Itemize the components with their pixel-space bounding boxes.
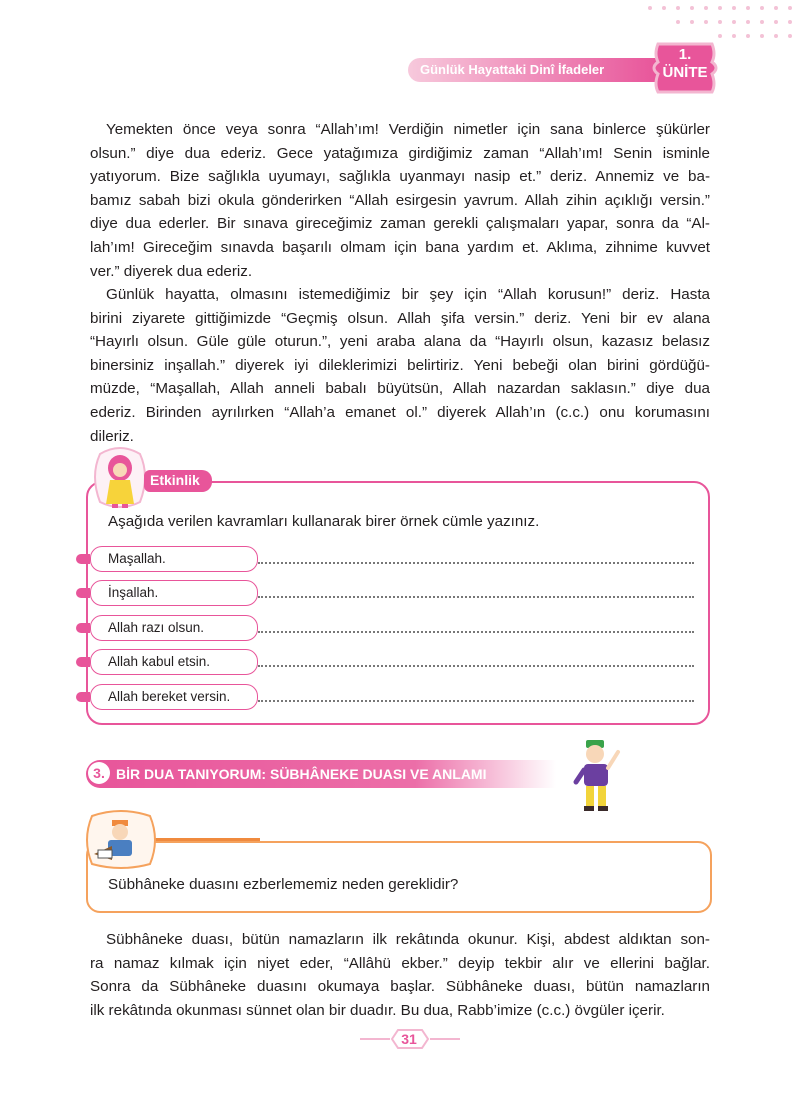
paragraph-line: Sonra da Sübhâneke duasını okumaya başlar. Sübhâneke duası, bütün namazların [90,978,710,996]
item-label: Maşallah. [108,551,166,566]
item-label: İnşallah. [108,585,159,600]
paragraph-line: müzde, “Maşallah, Allah anneli babalı büyütsün, Allah nazardan saklasın.” diye dua [90,380,710,398]
unit-number: 1. [678,46,692,63]
item-tab [76,692,90,702]
paragraph-line: binersiniz inşallah.” diyerek iyi dileklerimizi belirtiriz. Yeni bebeği olan birini gördüğü- [90,356,710,374]
answer-line[interactable] [258,700,694,702]
paragraph-line: Sübhâneke duası, bütün namazların ilk rekâtında okunur. Kişi, abdest aldıktan son- [106,931,710,948]
answer-line[interactable] [258,562,694,564]
paragraph-line: Yemekten önce veya sonra “Allah’ım! Verdiğin nimetler için sana binlerce şükürler [106,121,710,138]
paragraph-line: yatıyorum. Bize sağlıkla uyumayı, sağlıkla uyanmayı nasip et.” deriz. Annemiz ve ba- [90,168,710,186]
paragraph-line: bamız sabah bizi okula gönderirken “Allah esirgesin yavrum. Allah zihin açıklığı versin.” [90,191,710,209]
activity-item [76,546,706,574]
paragraph-3 [90,928,710,1022]
activity-item [76,649,706,677]
paragraph-line: olsun.” diye dua ederiz. Gece yatağımıza girdiğimiz zaman “Allah’ım! Senin isminle [90,144,710,162]
activity-tab-label: Etkinlik [150,472,200,488]
page-number: 31 [401,1031,417,1047]
item-tab [76,554,90,564]
section-number: 3. [88,762,110,784]
answer-line[interactable] [258,665,694,667]
paragraph-line: diye dua ederler. Bir sınava gireceğimiz zaman gerekli çalışmaları yapar, sonra da “Al- [90,215,710,233]
section-title: Günlük Hayattaki Dinî İfadeler [420,62,605,77]
paragraph-line: dileriz. [90,427,134,445]
paragraph-line: ver.” diyerek dua ederiz. [90,262,253,280]
section-heading: BİR DUA TANIYORUM: SÜBHÂNEKE DUASI VE ANLAMI [116,766,487,782]
paragraph-1 [90,118,710,283]
unit-label [650,46,720,82]
paragraph-line: lah’ım! Gireceğim sınavda başarılı olmam için bana yardım et. Aklıma, zihnime kuvvet [90,238,710,256]
activity-instruction: Aşağıda verilen kavramları kullanarak birer örnek cümle yazınız. [108,513,540,530]
paragraph-line: ilk rekâtında okunması sünnet olan bir duadır. Bu dua, Rabb’imize (c.c.) övgüler içerir. [90,1001,665,1019]
activity-item [76,580,706,608]
paragraph-2 [90,283,710,448]
question-text: Sübhâneke duasını ezberlememiz neden gereklidir? [108,876,459,893]
question-accent-bar [150,838,260,841]
activity-item [76,684,706,712]
unit-word: ÜNİTE [662,64,708,81]
paragraph-line: ederiz. Birinden ayrılırken “Allah’a emanet ol.” diyerek Allah’ın (c.c.) onu korumasını [90,403,710,421]
item-tab [76,657,90,667]
answer-line[interactable] [258,596,694,598]
activity-item [76,615,706,643]
item-label: Allah bereket versin. [108,689,231,704]
paragraph-line: Günlük hayatta, olmasını istemediğimiz bir şey için “Allah korusun!” deriz. Hasta [106,286,710,303]
paragraph-line: birini ziyarete gittiğimizde “Geçmiş olsun. Allah şifa versin.” deriz. Yeni bir ev alana [90,309,710,327]
paragraph-line: ra namaz kılmak için niyet eder, “Allâhü ekber.” deyip tekbir alır ve ellerini bağlar. [90,954,710,972]
item-label: Allah kabul etsin. [108,654,211,669]
reading-child-illustration [84,810,158,870]
waving-boy-illustration [572,738,622,814]
paragraph-line: “Hayırlı olsun. Güle güle oturun.”, yeni araba alana da “Hayırlı olsun, kazasız belasız [90,333,710,351]
answer-line[interactable] [258,631,694,633]
item-tab [76,623,90,633]
girl-illustration [90,446,150,512]
item-tab [76,588,90,598]
item-label: Allah razı olsun. [108,620,205,635]
